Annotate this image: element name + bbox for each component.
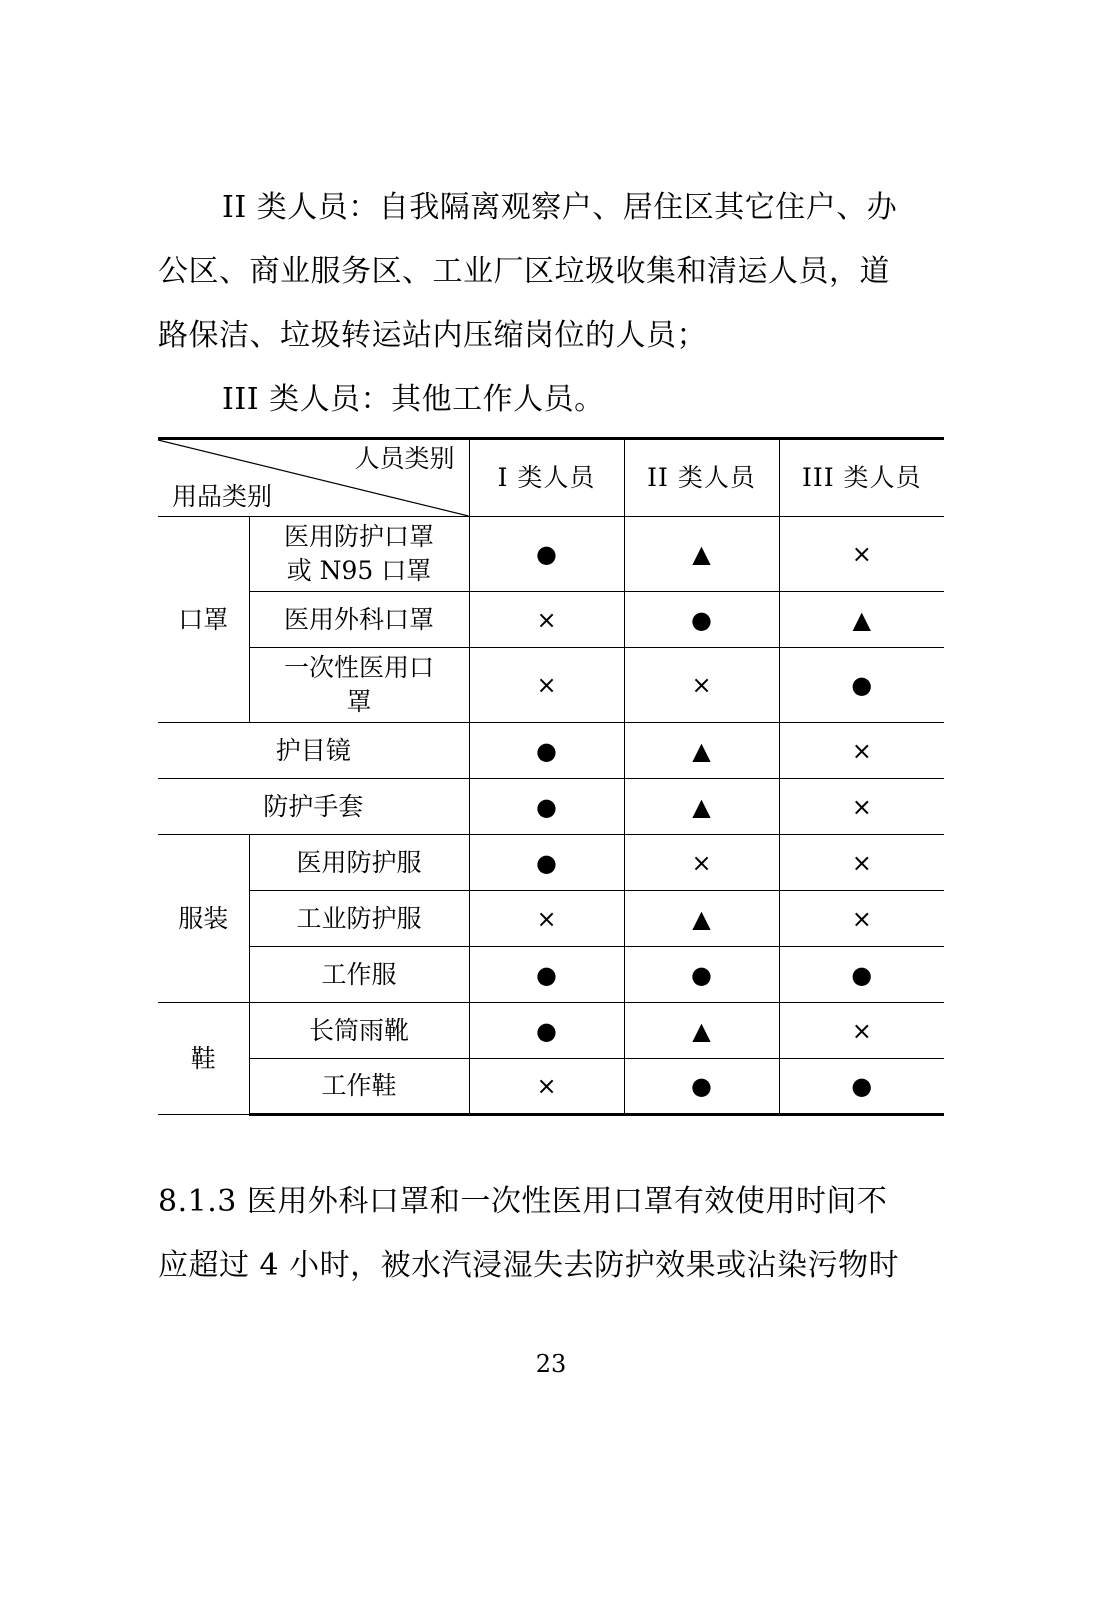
item-label: 工作鞋 (249, 1059, 469, 1115)
column-header-class-2: II 类人员 (624, 439, 779, 517)
page-number: 23 (535, 1350, 567, 1378)
mark-cell: ● (469, 779, 624, 835)
intro-line-4: III 类人员：其他工作人员。 (222, 382, 605, 417)
table-row (158, 648, 944, 723)
mark-cell: ▲ (624, 1003, 779, 1059)
mark-cell: ▲ (624, 723, 779, 779)
table-row (158, 723, 944, 779)
item-label: 工作服 (249, 947, 469, 1003)
column-header-class-3: III 类人员 (779, 439, 944, 517)
mark-cell: ▲ (624, 891, 779, 947)
mark-cell: × (779, 835, 944, 891)
table-row (158, 835, 944, 891)
group-label-mask: 口罩 (158, 517, 249, 723)
mark-cell: × (469, 648, 624, 723)
table-row (158, 517, 944, 592)
diagonal-header-cell (158, 439, 469, 517)
item-label: 医用防护口罩或 N95 口罩 (249, 517, 469, 592)
mark-cell: × (779, 723, 944, 779)
table-row (158, 1059, 944, 1115)
column-header-class-1: I 类人员 (469, 439, 624, 517)
item-label: 工业防护服 (249, 891, 469, 947)
mark-cell: ● (624, 1059, 779, 1115)
mark-cell: ● (469, 517, 624, 592)
mark-cell: ● (469, 835, 624, 891)
intro-line-1: II 类人员：自我隔离观察户、居住区其它住户、办 (222, 190, 898, 225)
table-row (158, 592, 944, 648)
item-label: 防护手套 (158, 779, 469, 835)
item-label: 长筒雨靴 (249, 1003, 469, 1059)
section-line-1: 8.1.3 医用外科口罩和一次性医用口罩有效使用时间不 (158, 1184, 888, 1219)
mark-cell: ● (779, 947, 944, 1003)
mark-cell: ● (779, 1059, 944, 1115)
table-row (158, 1003, 944, 1059)
mark-cell: × (624, 835, 779, 891)
corner-personnel-label: 人员类别 (354, 444, 455, 473)
mark-cell: × (779, 779, 944, 835)
table-header-row (158, 439, 944, 517)
mark-cell: × (779, 1003, 944, 1059)
mark-cell: × (779, 517, 944, 592)
mark-cell: ● (779, 648, 944, 723)
mark-cell: ▲ (624, 779, 779, 835)
table-row (158, 947, 944, 1003)
ppe-table (158, 437, 944, 1116)
group-label-shoes: 鞋 (158, 1003, 249, 1115)
intro-line-3: 路保洁、垃圾转运站内压缩岗位的人员； (158, 318, 707, 353)
item-label: 医用防护服 (249, 835, 469, 891)
mark-cell: × (469, 891, 624, 947)
item-label: 医用外科口罩 (249, 592, 469, 648)
table-row (158, 779, 944, 835)
group-label-clothing: 服装 (158, 835, 249, 1003)
corner-item-label: 用品类别 (172, 482, 273, 511)
mark-cell: × (624, 648, 779, 723)
mark-cell: × (469, 592, 624, 648)
mark-cell: ● (469, 723, 624, 779)
item-label: 一次性医用口罩 (249, 648, 469, 723)
item-label: 护目镜 (158, 723, 469, 779)
section-line-2: 应超过 4 小时，被水汽浸湿失去防护效果或沾染污物时 (158, 1248, 900, 1283)
mark-cell: × (779, 891, 944, 947)
mark-cell: × (469, 1059, 624, 1115)
mark-cell: ● (469, 1003, 624, 1059)
intro-line-2: 公区、商业服务区、工业厂区垃圾收集和清运人员，道 (158, 254, 890, 289)
mark-cell: ● (624, 947, 779, 1003)
table-row (158, 891, 944, 947)
mark-cell: ▲ (779, 592, 944, 648)
mark-cell: ▲ (624, 517, 779, 592)
mark-cell: ● (469, 947, 624, 1003)
mark-cell: ● (624, 592, 779, 648)
